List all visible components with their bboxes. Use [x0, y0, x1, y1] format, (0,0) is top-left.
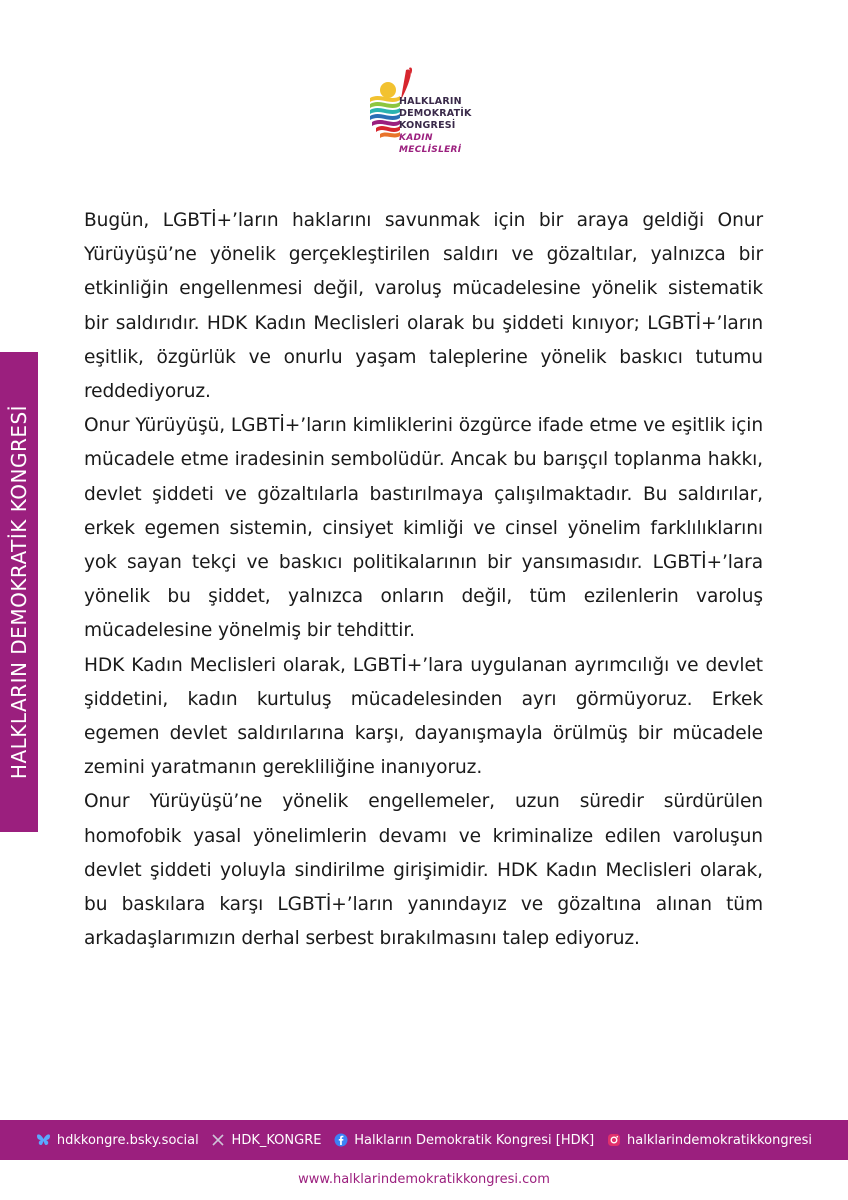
logo-line-3: KONGRESİ — [399, 120, 456, 131]
social-x-label: HDK_KONGRE — [231, 1132, 322, 1148]
logo-wordmark — [399, 96, 486, 156]
hdk-logo — [366, 64, 486, 164]
x-icon — [211, 1133, 226, 1148]
logo-line-1: HALKLARIN — [399, 96, 462, 107]
website-link[interactable]: www.halklarindemokratikkongresi.com — [298, 1172, 550, 1187]
facebook-icon — [333, 1133, 348, 1148]
statement-body — [84, 204, 763, 956]
side-band-text: HALKLARIN DEMOKRATİK KONGRESİ — [7, 404, 31, 780]
social-bluesky-label: hdkkongre.bsky.social — [56, 1132, 199, 1148]
instagram-icon — [606, 1133, 621, 1148]
logo-line-2: DEMOKRATİK — [399, 108, 472, 119]
paragraph-3: HDK Kadın Meclisleri olarak, LGBTİ+’lara uygulanan ayrımcılığı ve devlet şiddetini, kadın kurtuluş mücadelesinden ayrı görmüyoruz. Erkek egemen devlet saldırılarına karşı, dayanışmayla örülmüş bir mücadele zemini yaratmanın gerekliliğine inanıyoruz. — [84, 654, 763, 779]
side-band — [0, 352, 38, 832]
paragraph-1: Bugün, LGBTİ+’ların haklarını savunmak için bir araya geldiği Onur Yürüyüşü’ne yönelik gerçekleştirilen saldırı ve gözaltılar, yalnızca bir etkinliğin engellenmesi değil, varoluş mücadelesine yönelik sistematik bir saldırıdır. HDK Kadın Meclisleri olarak bu şiddeti kınıyor; LGBTİ+’ların eşitlik, özgürlük ve onurlu yaşam taleplerine yönelik baskıcı tutumu reddediyoruz. — [84, 210, 763, 403]
paragraph-4: Onur Yürüyüşü’ne yönelik engellemeler, uzun süredir sürdürülen homofobik yasal yönelimlerin devamı ve kriminalize edilen varoluşun devlet şiddeti yoluyla sindirilme girişimidir. HDK Kadın Meclisleri olarak, bu baskılara karşı LGBTİ+’ların yanındayız ve gözaltına alınan tüm arkadaşlarımızın derhal serbest bırakılmasını talep ediyoruz. — [84, 791, 763, 950]
social-facebook-label: Halkların Demokratik Kongresi [HDK] — [354, 1132, 595, 1148]
social-instagram[interactable] — [606, 1133, 812, 1148]
butterfly-icon — [36, 1133, 51, 1148]
social-instagram-label: halklarindemokratikkongresi — [627, 1132, 813, 1148]
paragraph-2: Onur Yürüyüşü, LGBTİ+’ların kimliklerini özgürce ifade etme ve eşitlik için mücadele etme iradesinin sembolüdür. Ancak bu barışçıl toplanma hakkı, devlet şiddeti ve gözaltılarla bastırılmaya çalışılmaktadır. Bu saldırılar, erkek egemen sistemin, cinsiyet kimliği ve cinsel yönelim farklılıklarını yok sayan tekçi ve baskıcı politikalarının bir yansımasıdır. LGBTİ+’lara yönelik bu şiddet, yalnızca onların değil, tüm ezilenlerin varoluş mücadelesine yönelmiş bir tehdittir. — [84, 415, 763, 642]
footer-social-bar — [0, 1120, 848, 1160]
social-bluesky[interactable] — [36, 1133, 199, 1148]
logo-line-4: KADIN MECLİSLERİ — [399, 133, 462, 155]
social-facebook[interactable] — [333, 1133, 594, 1148]
social-x[interactable] — [211, 1133, 322, 1148]
